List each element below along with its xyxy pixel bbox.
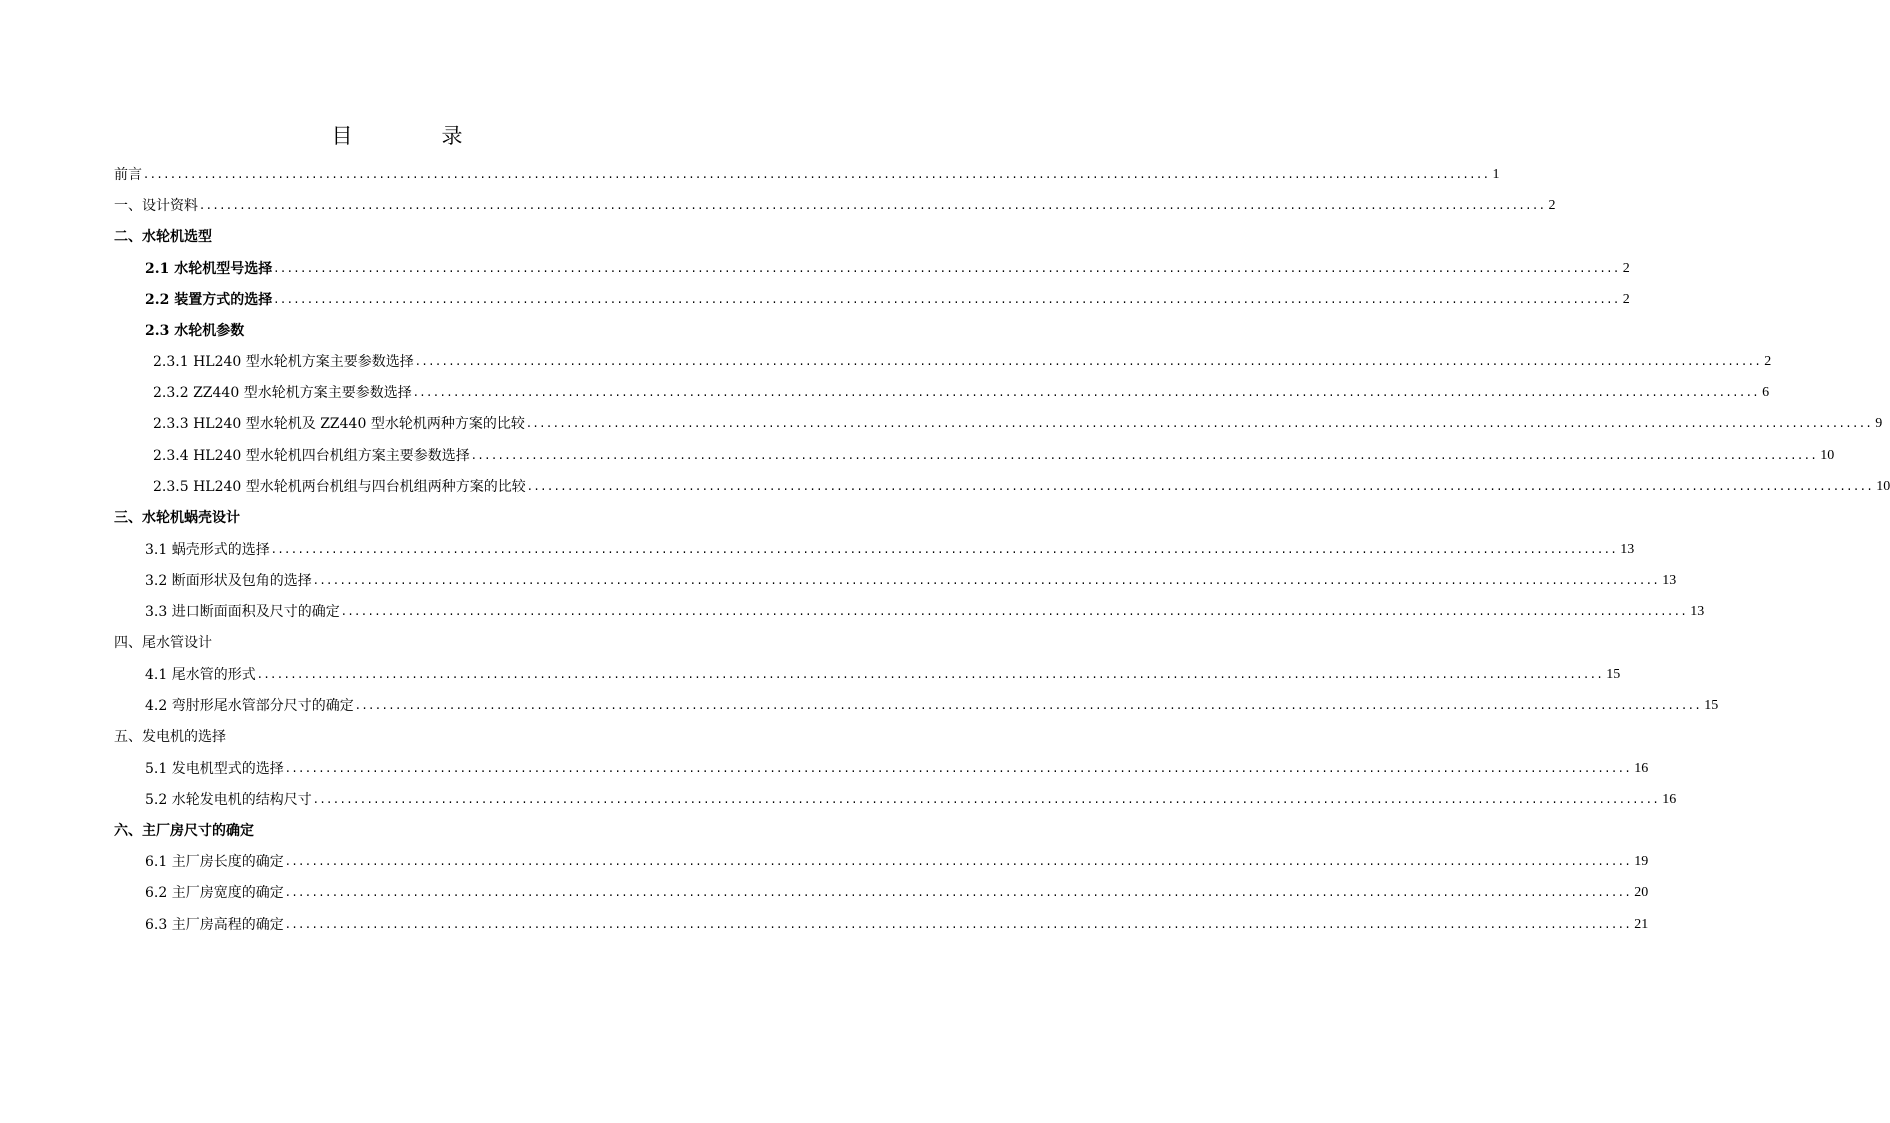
toc-entry-s2-1[interactable]	[145, 251, 1630, 279]
leader-dots: ........................................................................................................................................................................................................	[285, 917, 1633, 932]
toc-entry-page: 2	[1764, 354, 1772, 369]
toc-entry-label: 2.3.2 ZZ440 型水轮机方案主要参数选择	[153, 385, 412, 401]
toc-entry-label: 一、设计资料	[114, 198, 198, 214]
toc-entry-s5-1[interactable]	[145, 751, 1649, 779]
toc-entry-label: 2.3.1 HL240 型水轮机方案主要参数选择	[153, 354, 414, 370]
toc-entry-page: 20	[1634, 885, 1649, 900]
toc-entry-label: 5.1 发电机型式的选择	[145, 761, 284, 777]
toc-entry-label: 2.3.5 HL240 型水轮机两台机组与四台机组两种方案的比较	[153, 479, 526, 495]
leader-dots: ........................................................................................................................................................................................................	[257, 667, 1605, 682]
leader-dots: ........................................................................................................................................................................................................	[526, 416, 1874, 431]
toc-entry-label: 6.3 主厂房高程的确定	[145, 917, 284, 933]
toc-heading-s2-3[interactable]: 2.3 水轮机参数	[145, 323, 245, 339]
toc-entry-s3-2[interactable]	[145, 563, 1677, 591]
toc-entry-page: 19	[1634, 854, 1649, 869]
toc-entry-label: 6.1 主厂房长度的确定	[145, 854, 284, 870]
toc-entry-s3-3[interactable]	[145, 594, 1705, 622]
toc-entry-page: 10	[1820, 448, 1835, 463]
toc-entry-page: 9	[1875, 416, 1883, 431]
toc-entry-preface[interactable]	[114, 157, 1500, 185]
toc-entry-label: 3.3 进口断面面积及尺寸的确定	[145, 604, 340, 620]
toc-entry-s2-3-4[interactable]	[153, 438, 1835, 466]
leader-dots: ........................................................................................................................................................................................................	[341, 604, 1689, 619]
toc-entry-s6-1[interactable]	[145, 844, 1649, 872]
toc-entry-page: 15	[1704, 698, 1719, 713]
toc-entry-page: 6	[1762, 385, 1770, 400]
leader-dots: ........................................................................................................................................................................................................	[274, 261, 1621, 276]
toc-entry-label: 2.2 装置方式的选择	[145, 292, 273, 308]
toc-entry-s2-2[interactable]	[145, 282, 1630, 310]
toc-entry-page: 13	[1620, 542, 1635, 557]
toc-entry-label: 3.2 断面形状及包角的选择	[145, 573, 312, 589]
toc-heading-ch2[interactable]: 二、水轮机选型	[114, 229, 212, 245]
leader-dots: ........................................................................................................................................................................................................	[413, 385, 1761, 400]
toc-entry-label: 4.1 尾水管的形式	[145, 667, 256, 683]
toc-entry-s5-2[interactable]	[145, 782, 1677, 810]
toc-entry-page: 13	[1690, 604, 1705, 619]
toc-entry-label: 5.2 水轮发电机的结构尺寸	[145, 792, 312, 808]
toc-heading-ch4[interactable]: 四、尾水管设计	[114, 635, 212, 651]
toc-entry-page: 16	[1634, 761, 1649, 776]
leader-dots: ........................................................................................................................................................................................................	[285, 854, 1633, 869]
leader-dots: ........................................................................................................................................................................................................	[285, 761, 1633, 776]
toc-entry-s2-3-5[interactable]	[153, 469, 1890, 497]
toc-entry-label: 2.3.4 HL240 型水轮机四台机组方案主要参数选择	[153, 448, 470, 464]
toc-entry-page: 16	[1662, 792, 1677, 807]
toc-entry-page: 2	[1622, 292, 1630, 307]
toc-heading-ch3[interactable]: 三、水轮机蜗壳设计	[114, 510, 240, 526]
toc-entry-ch1[interactable]	[114, 188, 1556, 216]
toc-entry-label: 前言	[114, 167, 142, 183]
toc-entry-s4-1[interactable]	[145, 657, 1621, 685]
leader-dots: ........................................................................................................................................................................................................	[313, 573, 1661, 588]
toc-entry-page: 1	[1492, 167, 1500, 182]
toc-entry-s2-3-3[interactable]	[153, 406, 1883, 434]
toc-entry-s6-3[interactable]	[145, 907, 1649, 935]
toc-entry-page: 10	[1876, 479, 1890, 494]
leader-dots: ........................................................................................................................................................................................................	[200, 198, 1547, 213]
leader-dots: ........................................................................................................................................................................................................	[313, 792, 1661, 807]
toc-heading-ch5[interactable]: 五、发电机的选择	[114, 729, 226, 745]
toc-entry-s4-2[interactable]	[145, 688, 1719, 716]
toc-entry-s6-2[interactable]	[145, 875, 1649, 903]
leader-dots: ........................................................................................................................................................................................................	[271, 542, 1619, 557]
toc-entry-page: 21	[1634, 917, 1649, 932]
leader-dots: ........................................................................................................................................................................................................	[527, 479, 1875, 494]
toc-entry-page: 2	[1548, 198, 1556, 213]
toc-heading-ch6[interactable]: 六、主厂房尺寸的确定	[114, 823, 254, 839]
toc-entry-label: 2.3.3 HL240 型水轮机及 ZZ440 型水轮机两种方案的比较	[153, 416, 525, 432]
toc-entry-page: 2	[1622, 261, 1630, 276]
toc-entry-page: 13	[1662, 573, 1677, 588]
toc-entry-label: 3.1 蜗壳形式的选择	[145, 542, 270, 558]
toc-entry-s2-3-1[interactable]	[153, 344, 1772, 372]
page-title: 目 录	[331, 124, 497, 148]
toc-entry-s3-1[interactable]	[145, 532, 1635, 560]
toc-entry-s2-3-2[interactable]	[153, 375, 1770, 403]
leader-dots: ........................................................................................................................................................................................................	[144, 167, 1491, 182]
toc-entry-label: 2.1 水轮机型号选择	[145, 261, 273, 277]
toc-entry-page: 15	[1606, 667, 1621, 682]
leader-dots: ........................................................................................................................................................................................................	[285, 885, 1633, 900]
leader-dots: ........................................................................................................................................................................................................	[471, 448, 1819, 463]
toc-entry-label: 4.2 弯肘形尾水管部分尺寸的确定	[145, 698, 354, 714]
leader-dots: ........................................................................................................................................................................................................	[415, 354, 1763, 369]
leader-dots: ........................................................................................................................................................................................................	[274, 292, 1621, 307]
toc-entry-label: 6.2 主厂房宽度的确定	[145, 885, 284, 901]
leader-dots: ........................................................................................................................................................................................................	[355, 698, 1703, 713]
